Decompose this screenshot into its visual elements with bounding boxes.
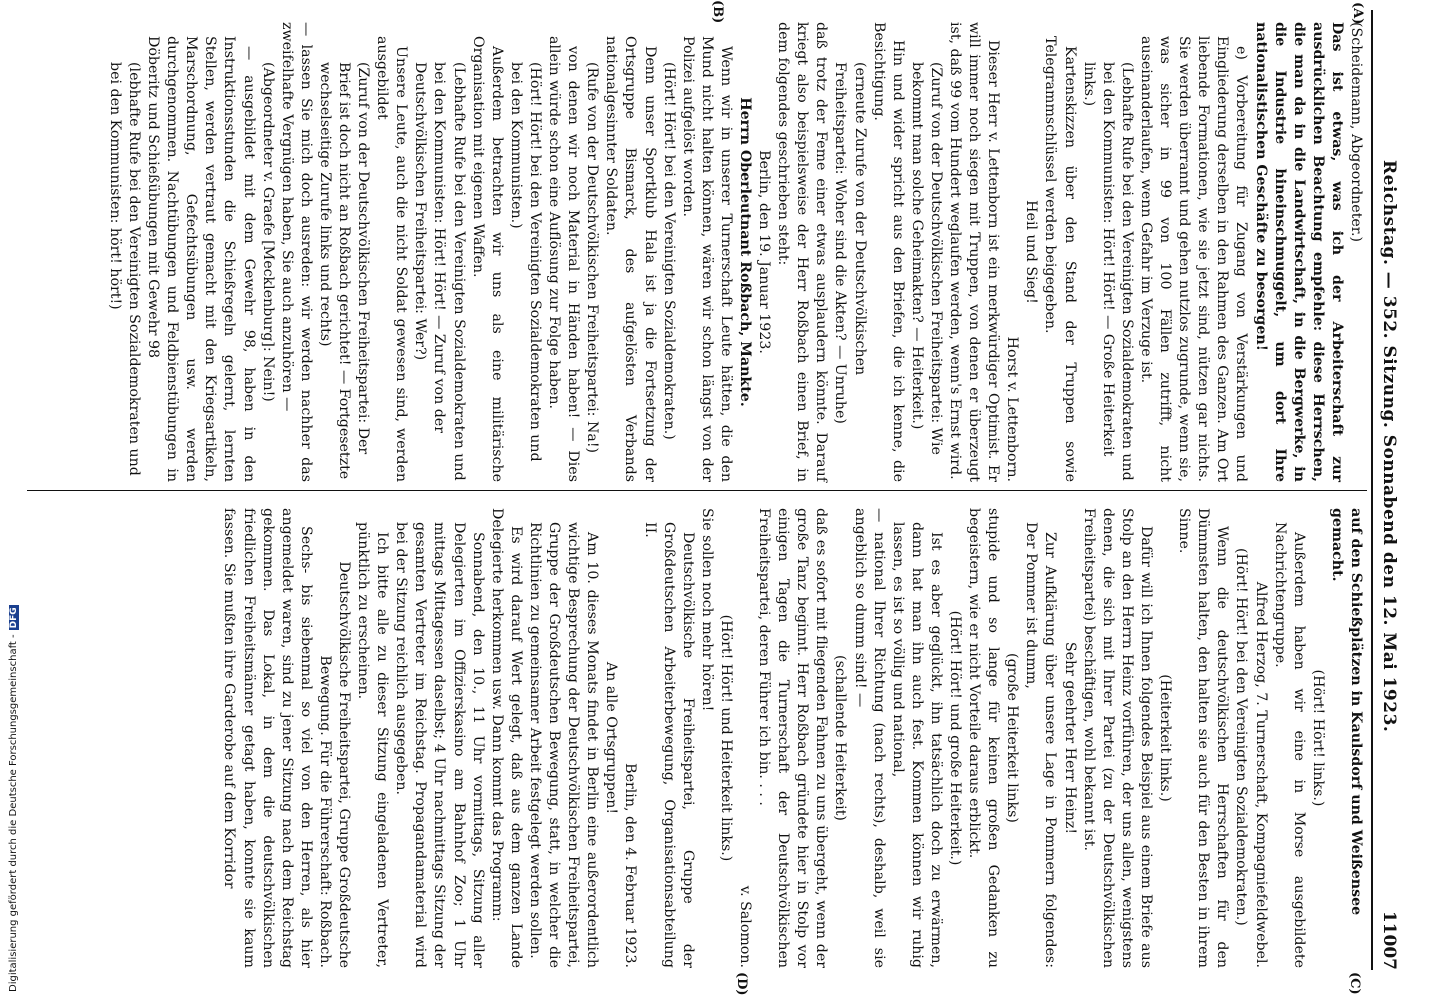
interjection: (erneute Zurufe von der Deutschvölkischen Freiheitspartei: Woher sind die Akten? — Unruhe) bbox=[832, 62, 868, 424]
header-rule bbox=[1371, 10, 1373, 970]
quoted-paragraph: — ausgebildet mit dem Gewehr 98, haben in den Instruktionsstunden die Schießregeln gelernt, lernten Stellen, werden vertraut gemacht mit den Kriegsartikeln, Marschordnung, Gefechtsübungen usw. werden durchgenommen. Nachtübungen und Feldbienstübungen in Döberitz und Schießübungen mit Gewehr 98 bbox=[145, 36, 257, 487]
quoted-paragraph: Am 10. dieses Monats findet in Berlin eine außerordentlich wichtige Besprechung der Deutschvölkischen Freiheitspartei, Gruppe der Großdeutschen Bewegung, statt, in welcher die Richtlinien zu gemeinsamer Arbeit festgelegt werden sollen. bbox=[526, 522, 601, 973]
margin-marker-d: (D) bbox=[734, 972, 749, 996]
paragraph: Dafür will ich Ihnen folgendes Beispiel aus einem Briefe aus Stolp an den Herrn Heinz vorführen, der uns allen, wenigstens denen, die sich mit Ihrer Partei (zu der Deutschvölkischen Freiheitspartei) beschäftigen, wohl bekannt ist. bbox=[1080, 508, 1154, 973]
quoted-paragraph: Unsere Leute, auch die nicht Soldat gewesen sind, werden ausgebildet bbox=[374, 36, 410, 487]
quoted-paragraph: Ich bitte alle zu dieser Sitzung eingeladenen Vertreter, pünktlich zu erscheinen. bbox=[355, 522, 391, 973]
paragraph: Sie sollen noch mehr hören! bbox=[698, 508, 715, 712]
interjection: (Lebhafte Rufe bei den Vereinigten Sozialdemokraten und bei den Kommunisten: Hört! Hört! — Zuruf von der Deutschvölkischen Freiheitspartei: Wer?) bbox=[412, 62, 467, 486]
right-column bbox=[25, 508, 1365, 973]
quoted-closing: Heil und Sieg! bbox=[1023, 200, 1040, 304]
quoted-letterhead: Deutschvölkische Freiheitspartei, Gruppe der Großdeutschen Arbeiterbewegung, Organisationsabteilung II. bbox=[641, 522, 696, 973]
letter-salutation: An alle Ortsgruppen! bbox=[603, 661, 620, 815]
interjection: (Zuruf von der Deutschvölkischen Freiheitspartei: Wie bekommt man solche Geheimakten? — Heiterkeit.) bbox=[908, 62, 944, 460]
letter-date: Berlin, den 4. Februar 1923. bbox=[622, 763, 639, 968]
speaker-label: (Scheidemann, Abgeordneter.) bbox=[1348, 22, 1364, 243]
quoted-paragraph: daß es sofort mit fliegenden Fahnen zu uns übergeht, wenn der große Tanz beginnt. Herr Roßbach gründete hier in Stolp vor einigen Tagen die Turnerschaft der Deutschvölkischen Freiheitspartei, deren Führer ich bin. . . . bbox=[756, 508, 830, 973]
interjection: (lebhafte Rufe bei den Vereinigten Sozialdemokraten und bei den Kommunisten: hört! hört!) bbox=[106, 62, 142, 481]
interjection: (Hört! Hört! links.) bbox=[1309, 669, 1326, 807]
quoted-paragraph: Ist es aber geglückt, ihn tatsächlich doch zu erwärmen, dann hat man ihn auch fest. Kommen können wir ruhig lassen, es ist so völlig und national, bbox=[889, 522, 944, 973]
interjection: (Lebhafte Rufe bei den Vereinigten Sozialdemokraten und bei den Kommunisten: Hört! Hört! — Große Heiterkeit links.) bbox=[1080, 62, 1135, 486]
quoted-signature: Alfred Herzog, 7. Turnerschaft, Kompagniefeldwebel. bbox=[1252, 581, 1269, 968]
quoted-paragraph: stupide und so lange für keinen großen Gedanken zu begeistern, wie er nicht Vorteile daraus erblickt. bbox=[966, 508, 1002, 973]
dfg-logo: DFG bbox=[8, 607, 19, 629]
paragraph: Wenn die deutschvölkischen Herrschaften für den Dümmsten halten, den halten sie auch für den Besten in ihrem Sinne. bbox=[1176, 508, 1231, 973]
quoted-paragraph: Zur Aufklärung über unsere Lage in Pommern folgendes: Der Pommer ist dumm, bbox=[1023, 522, 1059, 973]
interjection: (Zuruf von der Deutschvölkischen Freiheitspartei: Der Brief ist doch nicht an Roßbach gerichtet! — Fortgesetzte wechselseitige Zurufe links und rechts) bbox=[316, 62, 372, 484]
quoted-paragraph: e) Vorbereitung für Zugang von Verstärkungen und Eingliederung derselben in den Rahmen des Ganzen. Am Ort liebende Formationen, wie sie jetzt sind, nützen gar nichts. Sie werden überrannt und gehen nutzlos zugrunde, wenn sie, was sicher in 99 von 100 Fällen zutrifft, nicht auseinanderlaufen, wenn Gefahr im Verzuge ist. bbox=[1137, 36, 1250, 487]
letter-addressee: Herrn Oberleutnant Roßbach, Mankte. bbox=[737, 97, 753, 407]
paragraph: Sechs- bis siebenmal so viel von den Herren, als hier angemeldet waren, sind zu jener Sitzung nach dem Reichstag gekommen. Das Lokal, in dem die deutschvölkischen friedlichen Freiheitsmänner getagt haben, konnte sie kaum fassen. Sie mußten ihre Garderobe auf dem Korridor bbox=[221, 508, 314, 973]
quoted-paragraph: Außerdem betrachten wir uns als eine militärische Organisation mit eigenen Waffen. bbox=[469, 36, 505, 487]
quoted-paragraph: Kartenskizzen über den Stand der Truppen sowie Telegrammschlüssel werden beigegeben. bbox=[1042, 36, 1078, 487]
interjection: (Hört! Hört! bei den Vereinigten Sozialdemokraten.) bbox=[1233, 548, 1250, 926]
paragraph: — national Ihrer Richtung (nach rechts), deshalb, weil sie angeblich so dumm sind! — bbox=[851, 508, 887, 973]
paragraph: — lassen Sie mich doch ausreden: wir werden nachher das zweifelhafte Vergnügen haben, Sie auch anzuhören — bbox=[278, 22, 314, 487]
quoted-signature: Horst v. Lettenborn. bbox=[1004, 336, 1021, 482]
margin-marker-a: (A) bbox=[1350, 2, 1365, 25]
margin-marker-b: (B) bbox=[710, 0, 725, 24]
digitization-credit bbox=[8, 605, 19, 992]
left-column bbox=[25, 22, 1365, 487]
quoted-paragraph: Außerdem haben wir eine in Morse ausgebildete Nachrichtengruppe. bbox=[1271, 522, 1307, 973]
quoted-paragraph: Denn unser Sportklub Hala ist ja die Fortsetzung der Ortsgruppe Bismarck, des aufgelösten Verbands nationalgesinnter Soldaten. bbox=[603, 36, 658, 487]
quoted-paragraph: Sonnabend, den 10., 11 Uhr vormittags, Sitzung aller Delegierten im Offizierskasino am Bahnhof Zoo; 1 Uhr mittags Mittagessen daselbst; 4 Uhr nachmittags Sitzung der gesamten Vertreter im Reichstag. Propagandamaterial wird bei der Sitzung reichlich ausgegeben. bbox=[393, 522, 486, 973]
paragraph: Es wird darauf Wert gelegt, daß aus dem ganzen Lande Delegierte herkommen usw. Dann kommt das Programm: bbox=[488, 508, 524, 973]
letter-salutation: Sehr geehrter Herr Heinz! bbox=[1061, 641, 1078, 835]
letter-date: Berlin, den 19. Januar 1923. bbox=[756, 150, 773, 354]
paragraph: Hin und wider spricht aus den Briefen, die ich kenne, die Besichtigung. bbox=[870, 22, 906, 487]
interjection: (Hört! Hört! bei den Vereinigten Sozialdemokraten.) bbox=[660, 62, 677, 440]
quoted-signature: Deutschvölkische Freiheitspartei, Gruppe Großdeutsche Bewegung. Für die Führerschaft: Roßbach. bbox=[316, 561, 353, 973]
quoted-signature: v. Salomon. bbox=[737, 885, 753, 968]
credit-text: Digitalisierung gefördert durch die Deutsche Forschungsgemeinschaft - bbox=[8, 634, 19, 992]
paragraph: Dieser Herr v. Lettenborn ist ein merkwürdiger Optimist. Er will immer noch siegen mit Truppen, von denen er überzeugt ist, daß 99 vom Hundert weglaufen werden, wenn's Ernst wird. bbox=[947, 22, 1002, 487]
interjection: (Hört! Hört! bei den Vereinigten Sozialdemokraten und bei den Kommunisten.) bbox=[507, 62, 543, 467]
quoted-paragraph: Wenn wir in unserer Turnerschaft Leute hätten, die den Mund nicht halten können, wären wir schon längst von der Polizei aufgelöst worden. bbox=[679, 36, 734, 487]
interjection: (Abgeordneter v. Graefe [Mecklenburg]: Nein!) bbox=[259, 62, 276, 402]
interjection: (Heiterkeit links.) bbox=[1157, 674, 1174, 802]
page-number: 11007 bbox=[1379, 910, 1399, 970]
interjection: (schallende Heiterkeit) bbox=[832, 655, 849, 821]
header-title: Reichstag. — 352. Sitzung. Sonnabend den 12. Mai 1923. bbox=[1379, 160, 1399, 733]
quoted-paragraph: auf den Schießplätzen in Kaulsdorf und Weißensee bbox=[1348, 508, 1364, 916]
column-rule bbox=[27, 490, 1367, 491]
interjection: (Hört! Hört! und Heiterkeit links.) bbox=[717, 614, 734, 862]
paragraph: daß trotz der Feme einer etwas ausplaudern könnte. Darauf kriegt also beispielsweise der Herr Roßbach einen Brief, in dem folgendes geschrieben steht: bbox=[775, 22, 830, 487]
running-head bbox=[1373, 10, 1399, 970]
quoted-paragraph: gemacht. bbox=[1328, 508, 1345, 582]
quoted-paragraph: von denen wir noch Material in Händen haben! — Dies allein würde schon eine Auflösung zur Folge haben. bbox=[546, 36, 582, 487]
interjection: (Hört! Hört! und große Heiterkeit.) bbox=[947, 610, 964, 866]
interjection: (Rufe von der Deutschvölkischen Freiheitspartei: Na!) bbox=[584, 62, 601, 454]
margin-marker-c: (C) bbox=[1347, 972, 1362, 995]
paragraph: Das ist etwas, was ich der Arbeiterschaft zur ausdrücklichen Beachtung empfehle: diese Herrschen, die man da in die Landwirtschaft, in die Bergwerke, in die Industrie hineinschmuggelt, um dort Ihre nationalistischen Geschäfte zu besorgen! bbox=[1252, 22, 1345, 487]
interjection: (große Heiterkeit links) bbox=[1004, 653, 1021, 823]
